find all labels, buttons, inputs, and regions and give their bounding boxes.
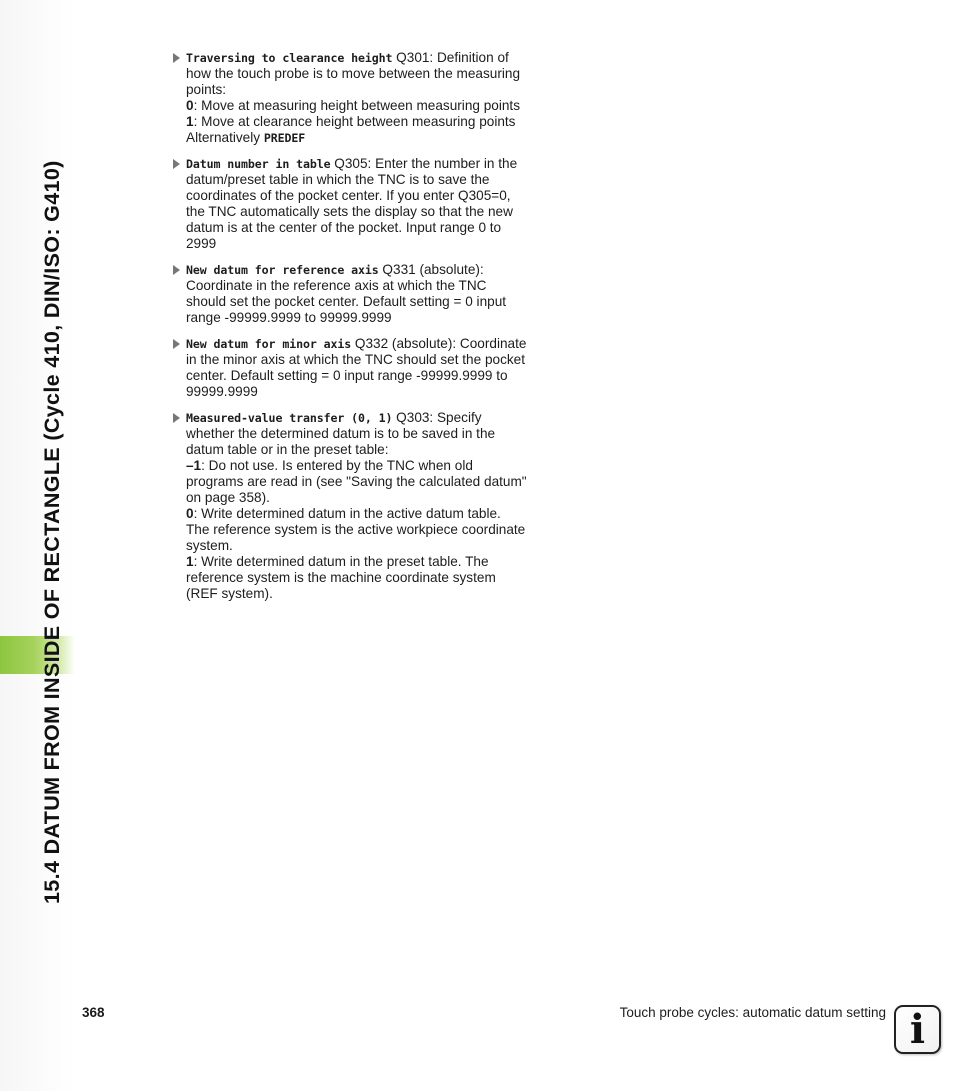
option-value: –1 — [186, 458, 202, 473]
option-text: : Move at measuring height between measuring points — [193, 98, 520, 113]
option-value: 0 — [186, 98, 194, 113]
page-number: 368 — [82, 1005, 105, 1020]
alt-keyword: PREDEF — [263, 131, 306, 145]
param-description: Q332 (absolute): Coordinate in the minor axis at which the TNC should set the pocket center. Default setting = 0 input range -99999.9999 to 99999.9999 — [186, 336, 527, 399]
param-description: Q331 (absolute): Coordinate in the reference axis at which the TNC should set the pocket center. Default setting = 0 input range -99999.9999 to 99999.9999 — [186, 262, 507, 325]
option-text: : Move at clearance height between measuring points — [193, 114, 516, 129]
bullet-arrow-icon — [173, 53, 180, 63]
param-keyword: Measured-value transfer (0, 1) — [186, 411, 393, 425]
param-keyword: Traversing to clearance height — [186, 51, 393, 65]
param-keyword: Datum number in table — [186, 157, 331, 171]
param-description: Q305: Enter the number in the datum/preset table in which the TNC is to save the coordinates of the pocket center. If you enter Q305=0, the TNC automatically sets the display so that the new datum is at the center of the pocket. Input range 0 to 2999 — [186, 156, 518, 251]
param-q303 — [172, 410, 527, 602]
param-q301 — [172, 50, 527, 146]
param-keyword: New datum for reference axis — [186, 263, 379, 277]
info-glyph: i — [909, 1006, 926, 1053]
param-description: Q303: Specify whether the determined datum is to be saved in the datum table or in the preset table: — [186, 410, 496, 457]
param-description: Q301: Definition of how the touch probe is to move between the measuring points: — [186, 50, 521, 97]
section-title: 15.4 DATUM FROM INSIDE OF RECTANGLE (Cycle 410, DIN/ISO: G410) — [40, 160, 64, 904]
bullet-arrow-icon — [173, 339, 180, 349]
chapter-footer-title: Touch probe cycles: automatic datum setting — [619, 1005, 886, 1020]
option-value: 1 — [186, 114, 194, 129]
option-value: 0 — [186, 506, 194, 521]
option-text: : Write determined datum in the active datum table. The reference system is the active workpiece coordinate system. — [186, 506, 526, 553]
param-q331 — [172, 262, 527, 326]
alt-text: Alternatively — [186, 130, 264, 145]
param-q332 — [172, 336, 527, 400]
info-icon[interactable] — [894, 1005, 941, 1054]
option-text: : Write determined datum in the preset table. The reference system is the machine coordinate system (REF system). — [186, 554, 496, 601]
param-keyword: New datum for minor axis — [186, 337, 352, 351]
bullet-arrow-icon — [173, 265, 180, 275]
parameter-list — [172, 50, 527, 612]
bullet-arrow-icon — [173, 413, 180, 423]
bullet-arrow-icon — [173, 159, 180, 169]
option-value: 1 — [186, 554, 194, 569]
option-text: : Do not use. Is entered by the TNC when old programs are read in (see "Saving the calculated datum" on page 358). — [186, 458, 527, 505]
param-q305 — [172, 156, 527, 252]
